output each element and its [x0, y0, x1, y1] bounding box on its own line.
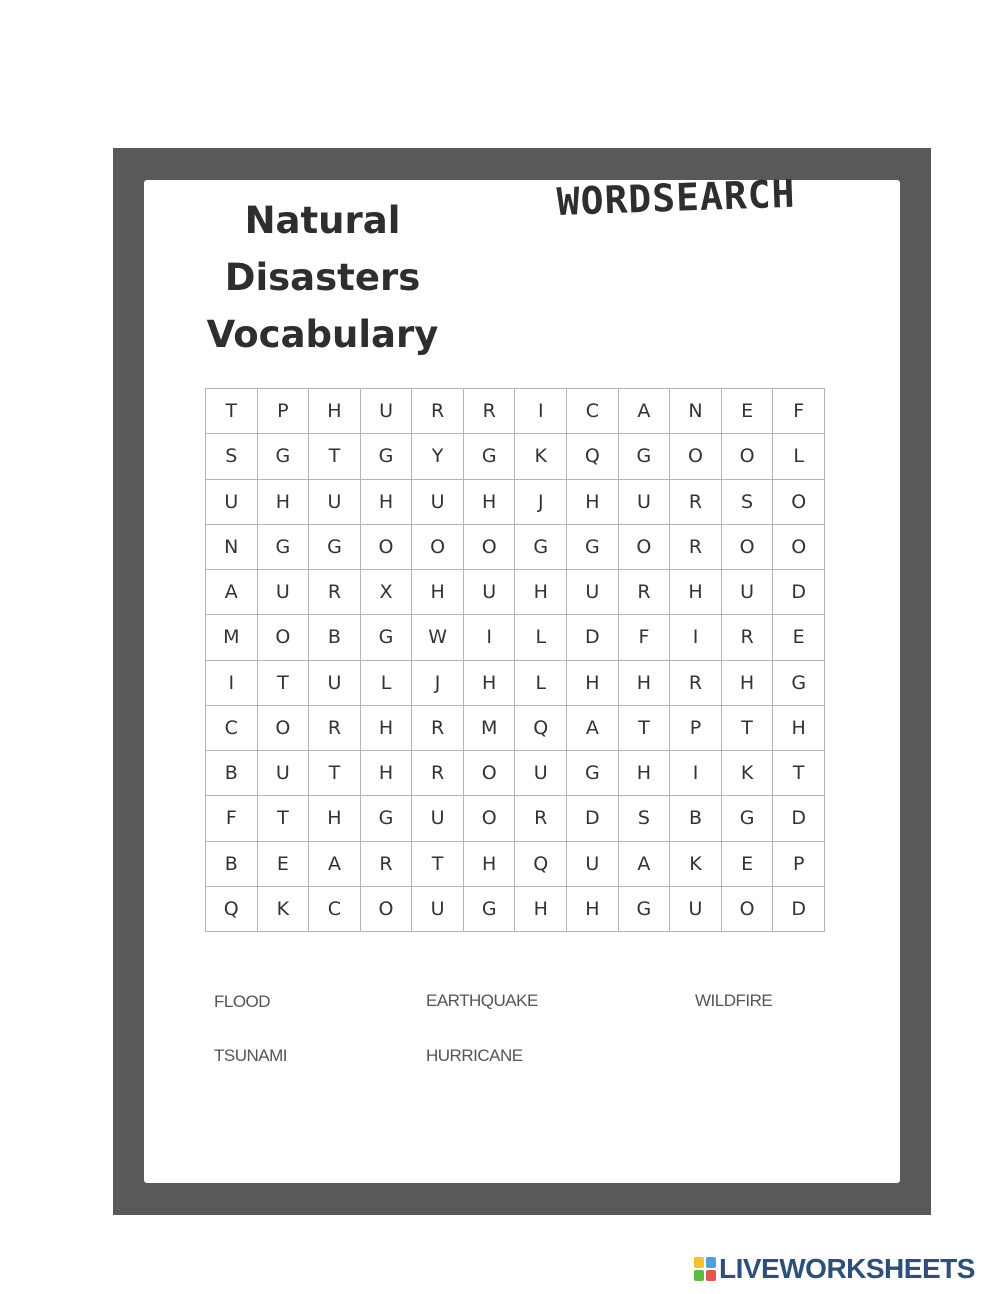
- grid-cell[interactable]: H: [360, 479, 412, 524]
- grid-cell[interactable]: N: [206, 524, 258, 569]
- grid-cell[interactable]: T: [257, 796, 309, 841]
- grid-cell[interactable]: E: [721, 389, 773, 434]
- grid-cell[interactable]: P: [257, 389, 309, 434]
- grid-row: [206, 570, 825, 615]
- grid-cell[interactable]: R: [412, 705, 464, 750]
- grid-cell[interactable]: X: [360, 570, 412, 615]
- title-line-1: Natural: [244, 199, 401, 242]
- grid-cell[interactable]: G: [360, 434, 412, 479]
- grid-cell[interactable]: K: [721, 751, 773, 796]
- logo-square-2: [706, 1257, 716, 1268]
- grid-cell[interactable]: G: [309, 524, 361, 569]
- grid-row: [206, 886, 825, 931]
- grid-cell[interactable]: G: [773, 660, 825, 705]
- grid-row: [206, 479, 825, 524]
- grid-cell[interactable]: A: [567, 705, 619, 750]
- grid-cell[interactable]: S: [721, 479, 773, 524]
- grid-cell[interactable]: G: [463, 886, 515, 931]
- grid-cell[interactable]: D: [567, 615, 619, 660]
- grid-cell[interactable]: I: [670, 615, 722, 660]
- grid-row: [206, 615, 825, 660]
- word-tsunami: TSUNAMI: [214, 1046, 287, 1065]
- grid-cell[interactable]: I: [670, 751, 722, 796]
- grid-cell[interactable]: R: [463, 389, 515, 434]
- grid-cell[interactable]: N: [670, 389, 722, 434]
- grid-cell[interactable]: O: [257, 705, 309, 750]
- grid-cell[interactable]: U: [257, 751, 309, 796]
- liveworksheets-logo-icon: [694, 1257, 716, 1281]
- grid-cell[interactable]: O: [257, 615, 309, 660]
- grid-cell[interactable]: H: [567, 886, 619, 931]
- grid-cell[interactable]: O: [721, 524, 773, 569]
- grid-cell[interactable]: T: [773, 751, 825, 796]
- grid-cell[interactable]: H: [721, 660, 773, 705]
- grid-cell[interactable]: U: [412, 479, 464, 524]
- grid-cell[interactable]: Q: [515, 841, 567, 886]
- grid-cell[interactable]: G: [463, 434, 515, 479]
- grid-cell[interactable]: T: [618, 705, 670, 750]
- grid-cell[interactable]: U: [463, 570, 515, 615]
- grid-cell[interactable]: E: [721, 841, 773, 886]
- grid-cell[interactable]: Q: [515, 705, 567, 750]
- grid-cell[interactable]: B: [206, 841, 258, 886]
- grid-cell[interactable]: H: [670, 570, 722, 615]
- grid-cell[interactable]: B: [206, 751, 258, 796]
- grid-row: [206, 434, 825, 479]
- logo-square-4: [706, 1270, 716, 1281]
- grid-cell[interactable]: G: [567, 751, 619, 796]
- grid-cell[interactable]: O: [670, 434, 722, 479]
- grid-cell[interactable]: C: [567, 389, 619, 434]
- grid-cell[interactable]: B: [670, 796, 722, 841]
- grid-cell[interactable]: R: [721, 615, 773, 660]
- grid-cell[interactable]: D: [567, 796, 619, 841]
- grid-cell[interactable]: H: [412, 570, 464, 615]
- grid-cell[interactable]: L: [360, 660, 412, 705]
- word-wildfire: WILDFIRE: [695, 991, 773, 1010]
- grid-row: [206, 389, 825, 434]
- grid-cell[interactable]: R: [309, 705, 361, 750]
- grid-cell[interactable]: Q: [206, 886, 258, 931]
- grid-cell[interactable]: T: [309, 751, 361, 796]
- grid-cell[interactable]: T: [206, 389, 258, 434]
- grid-cell[interactable]: F: [206, 796, 258, 841]
- grid-cell[interactable]: O: [773, 479, 825, 524]
- grid-cell[interactable]: H: [567, 479, 619, 524]
- grid-cell[interactable]: U: [670, 886, 722, 931]
- grid-row: [206, 841, 825, 886]
- grid-cell[interactable]: T: [412, 841, 464, 886]
- grid-cell[interactable]: P: [773, 841, 825, 886]
- grid-cell[interactable]: L: [515, 660, 567, 705]
- grid-cell[interactable]: R: [670, 660, 722, 705]
- grid-cell[interactable]: P: [670, 705, 722, 750]
- grid-cell[interactable]: T: [721, 705, 773, 750]
- grid-cell[interactable]: A: [206, 570, 258, 615]
- grid-cell[interactable]: O: [773, 524, 825, 569]
- grid-cell[interactable]: W: [412, 615, 464, 660]
- letter-grid: [205, 388, 825, 932]
- grid-cell[interactable]: H: [515, 570, 567, 615]
- grid-cell[interactable]: G: [618, 434, 670, 479]
- grid-cell[interactable]: E: [773, 615, 825, 660]
- liveworksheets-logo-text: LIVEWORKSHEETS: [719, 1253, 975, 1284]
- grid-cell[interactable]: T: [309, 434, 361, 479]
- grid-cell[interactable]: F: [618, 615, 670, 660]
- grid-cell[interactable]: R: [412, 751, 464, 796]
- grid-cell[interactable]: A: [309, 841, 361, 886]
- grid-cell[interactable]: R: [360, 841, 412, 886]
- grid-cell[interactable]: S: [206, 434, 258, 479]
- grid-cell[interactable]: J: [412, 660, 464, 705]
- grid-cell[interactable]: R: [309, 570, 361, 615]
- grid-cell[interactable]: H: [463, 660, 515, 705]
- grid-cell[interactable]: O: [463, 524, 515, 569]
- grid-cell[interactable]: G: [618, 886, 670, 931]
- wordsearch-heading: WORDSEARCH: [556, 171, 797, 224]
- grid-cell[interactable]: D: [773, 886, 825, 931]
- grid-cell[interactable]: H: [773, 705, 825, 750]
- grid-cell[interactable]: U: [309, 660, 361, 705]
- grid-cell[interactable]: O: [412, 524, 464, 569]
- grid-cell[interactable]: M: [463, 705, 515, 750]
- grid-cell[interactable]: U: [412, 886, 464, 931]
- grid-cell[interactable]: D: [773, 570, 825, 615]
- grid-cell[interactable]: U: [206, 479, 258, 524]
- grid-cell[interactable]: R: [618, 570, 670, 615]
- grid-cell[interactable]: K: [670, 841, 722, 886]
- grid-cell[interactable]: U: [721, 570, 773, 615]
- grid-cell[interactable]: H: [567, 660, 619, 705]
- grid-cell[interactable]: U: [618, 479, 670, 524]
- grid-cell[interactable]: H: [360, 751, 412, 796]
- grid-cell[interactable]: U: [412, 796, 464, 841]
- grid-row: [206, 796, 825, 841]
- title-line-2: Disasters: [224, 256, 421, 299]
- grid-cell[interactable]: H: [618, 660, 670, 705]
- grid-cell[interactable]: I: [515, 389, 567, 434]
- grid-cell[interactable]: G: [515, 524, 567, 569]
- grid-cell[interactable]: U: [309, 479, 361, 524]
- grid-cell[interactable]: G: [257, 524, 309, 569]
- grid-cell[interactable]: S: [618, 796, 670, 841]
- grid-cell[interactable]: Y: [412, 434, 464, 479]
- grid-cell[interactable]: G: [360, 615, 412, 660]
- grid-cell[interactable]: U: [257, 570, 309, 615]
- grid-cell[interactable]: U: [567, 570, 619, 615]
- logo-square-1: [694, 1257, 704, 1268]
- liveworksheets-logo[interactable]: [694, 1254, 975, 1284]
- grid-cell[interactable]: C: [206, 705, 258, 750]
- grid-row: [206, 705, 825, 750]
- grid-cell[interactable]: D: [773, 796, 825, 841]
- grid-cell[interactable]: F: [773, 389, 825, 434]
- grid-cell[interactable]: E: [257, 841, 309, 886]
- grid-cell[interactable]: B: [309, 615, 361, 660]
- word-hurricane: HURRICANE: [426, 1046, 523, 1065]
- grid-cell[interactable]: O: [360, 524, 412, 569]
- grid-cell[interactable]: T: [257, 660, 309, 705]
- grid-cell[interactable]: H: [360, 705, 412, 750]
- grid-row: [206, 524, 825, 569]
- grid-cell[interactable]: O: [360, 886, 412, 931]
- grid-cell[interactable]: L: [515, 615, 567, 660]
- grid-cell[interactable]: U: [567, 841, 619, 886]
- grid-cell[interactable]: H: [463, 479, 515, 524]
- grid-cell[interactable]: G: [567, 524, 619, 569]
- grid-cell[interactable]: K: [515, 434, 567, 479]
- grid-cell[interactable]: I: [463, 615, 515, 660]
- grid-cell[interactable]: O: [721, 434, 773, 479]
- logo-square-3: [694, 1270, 704, 1281]
- grid-cell[interactable]: G: [360, 796, 412, 841]
- grid-cell[interactable]: H: [309, 389, 361, 434]
- grid-cell[interactable]: R: [412, 389, 464, 434]
- grid-cell[interactable]: R: [515, 796, 567, 841]
- grid-cell[interactable]: H: [309, 796, 361, 841]
- word-flood: FLOOD: [214, 992, 271, 1011]
- grid-cell[interactable]: I: [206, 660, 258, 705]
- grid-cell[interactable]: K: [257, 886, 309, 931]
- grid-cell[interactable]: L: [773, 434, 825, 479]
- grid-cell[interactable]: O: [618, 524, 670, 569]
- grid-cell[interactable]: G: [257, 434, 309, 479]
- grid-cell[interactable]: O: [463, 751, 515, 796]
- grid-cell[interactable]: H: [257, 479, 309, 524]
- grid-cell[interactable]: O: [721, 886, 773, 931]
- grid-cell[interactable]: H: [463, 841, 515, 886]
- grid-cell[interactable]: A: [618, 841, 670, 886]
- grid-cell[interactable]: O: [463, 796, 515, 841]
- worksheet-title: [190, 192, 455, 363]
- grid-cell[interactable]: C: [309, 886, 361, 931]
- word-earthquake: EARTHQUAKE: [426, 991, 538, 1010]
- grid-row: [206, 660, 825, 705]
- grid-cell[interactable]: Q: [567, 434, 619, 479]
- grid-cell[interactable]: R: [670, 524, 722, 569]
- grid-cell[interactable]: H: [618, 751, 670, 796]
- grid-cell[interactable]: M: [206, 615, 258, 660]
- grid-cell[interactable]: J: [515, 479, 567, 524]
- grid-cell[interactable]: H: [515, 886, 567, 931]
- grid-row: [206, 751, 825, 796]
- grid-cell[interactable]: A: [618, 389, 670, 434]
- grid-cell[interactable]: G: [721, 796, 773, 841]
- grid-cell[interactable]: U: [360, 389, 412, 434]
- title-line-3: Vocabulary: [206, 313, 439, 356]
- grid-cell[interactable]: R: [670, 479, 722, 524]
- grid-cell[interactable]: U: [515, 751, 567, 796]
